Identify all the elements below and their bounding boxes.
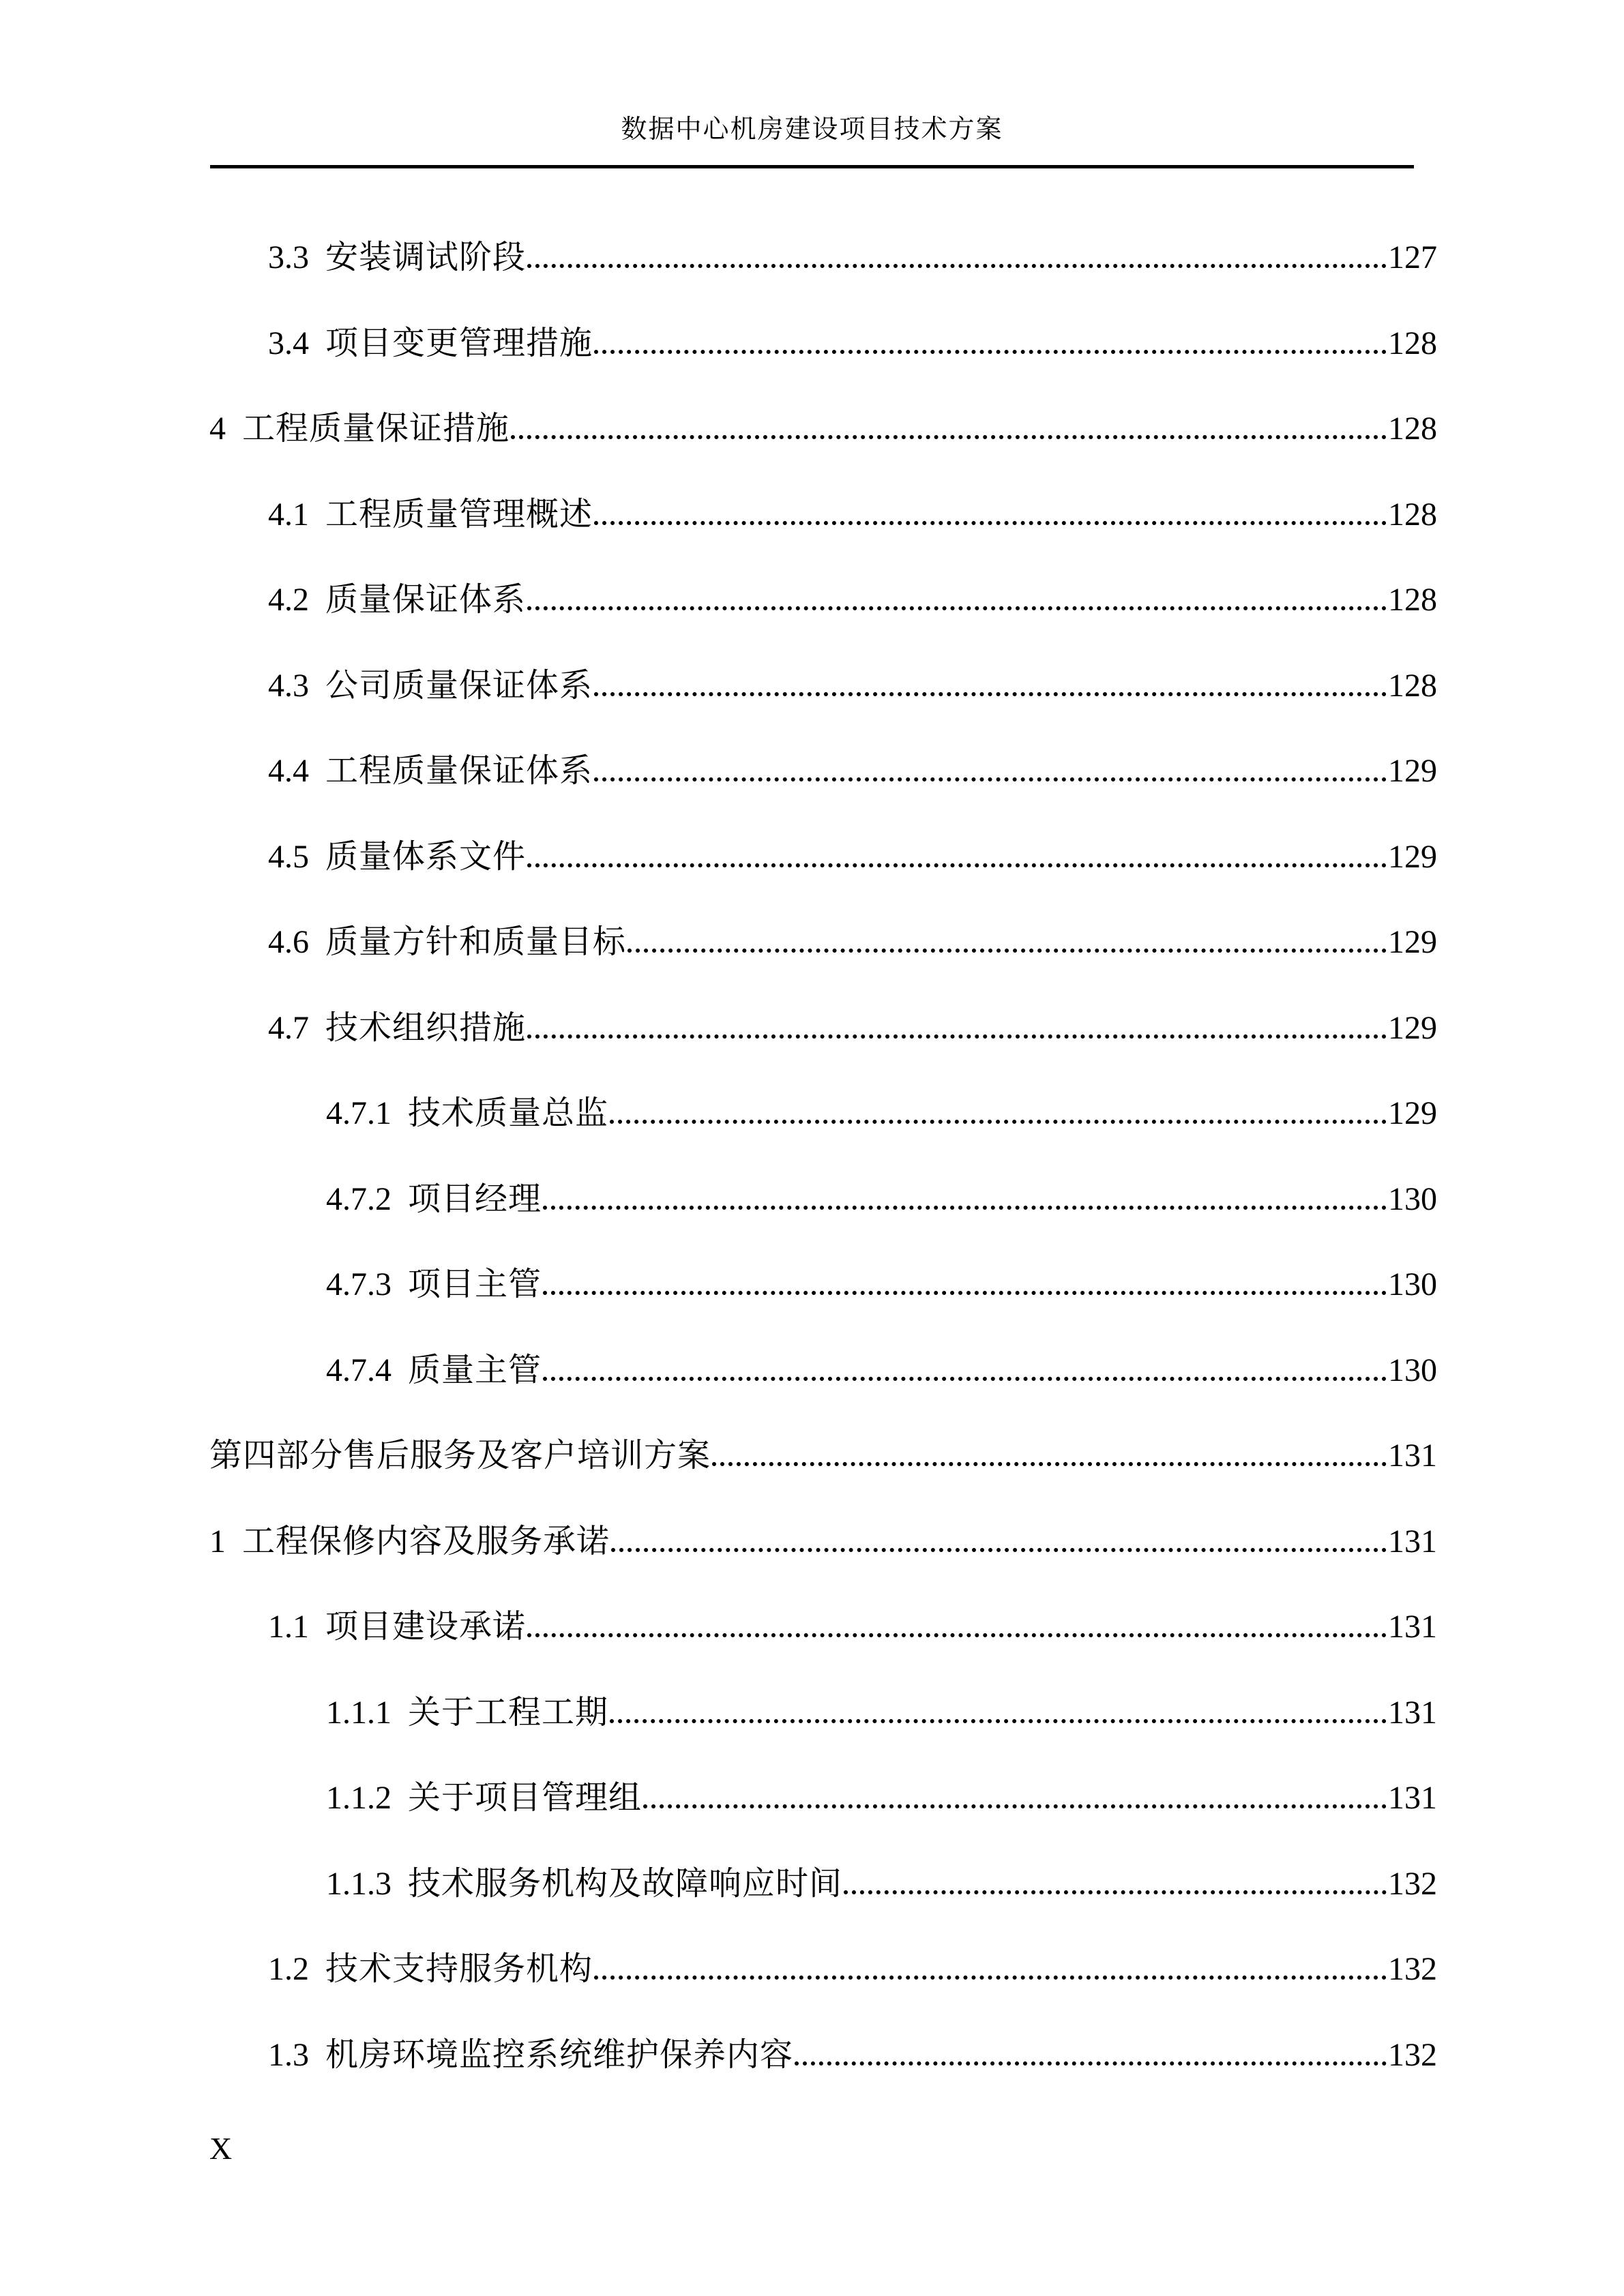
toc-entry[interactable] (209, 582, 1437, 668)
toc-leader-dots (844, 1890, 1387, 1894)
toc-entry[interactable] (209, 1780, 1437, 1866)
toc-entry[interactable] (209, 1438, 1437, 1524)
toc-entry-page: 128 (1388, 667, 1437, 704)
toc-entry-number: 4.4 (268, 753, 309, 789)
toc-leader-dots (594, 350, 1387, 354)
page-header-title: 数据中心机房建设项目技术方案 (621, 115, 1003, 144)
toc-entry-page: 128 (1388, 411, 1437, 447)
toc-entry-title: 技术服务机构及故障响应时间 (408, 1865, 843, 1902)
toc-entry-number: 4 (209, 411, 226, 447)
toc-entry-number: 3.4 (268, 325, 309, 361)
toc-entry-number: 1.1.1 (326, 1694, 392, 1731)
header-rule (210, 165, 1414, 168)
toc-entry-number: 4.7 (268, 1009, 309, 1046)
toc-leader-dots (527, 264, 1387, 268)
toc-entry-page: 129 (1388, 753, 1437, 789)
toc (209, 240, 1437, 2123)
toc-leader-dots (543, 1206, 1387, 1210)
toc-entry[interactable] (209, 1011, 1437, 1097)
toc-entry-page: 131 (1388, 1437, 1437, 1474)
toc-entry-number: 1.2 (268, 1951, 309, 1987)
toc-entry-title: 项目变更管理措施 (325, 325, 593, 361)
toc-entry-page: 130 (1388, 1180, 1437, 1217)
toc-entry-page: 128 (1388, 582, 1437, 618)
toc-entry[interactable] (209, 2038, 1437, 2123)
toc-entry[interactable] (209, 411, 1437, 497)
toc-entry-number: 4.7.3 (326, 1266, 392, 1302)
toc-entry-page: 129 (1388, 1009, 1437, 1046)
toc-entry[interactable] (209, 1866, 1437, 1952)
toc-entry-number: 3.3 (268, 239, 309, 275)
toc-leader-dots (527, 1633, 1387, 1637)
toc-entry-number: 4.2 (268, 582, 309, 618)
toc-entry-number: 1.1.2 (326, 1780, 392, 1816)
toc-entry[interactable] (209, 240, 1437, 326)
toc-leader-dots (543, 1291, 1387, 1295)
toc-entry-title: 工程保修内容及服务承诺 (242, 1523, 610, 1560)
toc-leader-dots (643, 1804, 1387, 1808)
toc-entry[interactable] (209, 839, 1437, 925)
toc-leader-dots (594, 777, 1387, 781)
toc-leader-dots (594, 1976, 1387, 1980)
toc-entry-title: 关于工程工期 (408, 1694, 609, 1731)
toc-leader-dots (611, 1548, 1387, 1552)
toc-entry-title: 公司质量保证体系 (325, 667, 593, 704)
toc-entry-title: 安装调试阶段 (325, 239, 527, 275)
footer-page-number: X (209, 2131, 233, 2166)
toc-entry[interactable] (209, 1353, 1437, 1439)
toc-entry-title: 机房环境监控系统维护保养内容 (325, 2036, 794, 2073)
toc-entry-title: 关于项目管理组 (408, 1780, 643, 1816)
toc-entry[interactable] (209, 1952, 1437, 2038)
toc-entry-page: 131 (1388, 1780, 1437, 1816)
toc-entry-page: 130 (1388, 1352, 1437, 1388)
toc-entry-page: 131 (1388, 1609, 1437, 1645)
toc-leader-dots (527, 606, 1387, 610)
toc-entry-number: 4.1 (268, 496, 309, 533)
toc-entry-number: 1 (209, 1523, 226, 1560)
toc-leader-dots (527, 863, 1387, 867)
toc-entry[interactable] (209, 668, 1437, 754)
toc-entry-page: 131 (1388, 1523, 1437, 1560)
toc-leader-dots (594, 521, 1387, 525)
toc-entry-number: 4.6 (268, 924, 309, 960)
toc-entry-title: 质量方针和质量目标 (325, 924, 627, 960)
toc-entry-title: 质量主管 (408, 1352, 542, 1388)
toc-entry-title: 技术支持服务机构 (325, 1951, 593, 1987)
toc-entry-title: 质量保证体系 (325, 582, 527, 618)
toc-entry-page: 130 (1388, 1266, 1437, 1302)
toc-entry-title: 工程质量保证措施 (242, 411, 510, 447)
toc-entry-page: 131 (1388, 1694, 1437, 1731)
toc-entry[interactable] (209, 1695, 1437, 1781)
toc-entry[interactable] (209, 1609, 1437, 1695)
toc-leader-dots (594, 692, 1387, 696)
toc-entry-title: 技术组织措施 (325, 1009, 527, 1046)
toc-entry-number: 4.7.2 (326, 1180, 392, 1217)
toc-leader-dots (543, 1377, 1387, 1381)
toc-entry-title: 工程质量管理概述 (325, 496, 593, 533)
toc-entry-page: 129 (1388, 1095, 1437, 1131)
toc-entry-page: 132 (1388, 1951, 1437, 1987)
toc-entry-number: 1.1.3 (326, 1865, 392, 1902)
toc-entry[interactable] (209, 754, 1437, 839)
toc-entry-title: 第四部分售后服务及客户培训方案 (209, 1437, 711, 1474)
toc-leader-dots (610, 1120, 1387, 1124)
toc-entry-number: 4.3 (268, 667, 309, 704)
toc-entry[interactable] (209, 1267, 1437, 1353)
toc-entry-page: 132 (1388, 2036, 1437, 2073)
toc-leader-dots (610, 1719, 1387, 1723)
toc-entry-number: 4.7.1 (326, 1095, 392, 1131)
toc-entry-number: 1.1 (268, 1609, 309, 1645)
toc-entry-title: 工程质量保证体系 (325, 753, 593, 789)
toc-entry-title: 项目经理 (408, 1180, 542, 1217)
toc-entry[interactable] (209, 326, 1437, 412)
toc-leader-dots (628, 949, 1387, 953)
toc-leader-dots (511, 435, 1387, 439)
toc-entry[interactable] (209, 497, 1437, 583)
toc-entry-page: 129 (1388, 838, 1437, 875)
toc-entry-page: 128 (1388, 496, 1437, 533)
toc-entry[interactable] (209, 1524, 1437, 1610)
toc-entry-number: 1.3 (268, 2036, 309, 2073)
toc-entry-number: 4.5 (268, 838, 309, 875)
toc-entry-page: 127 (1388, 239, 1437, 275)
toc-entry-page: 128 (1388, 325, 1437, 361)
toc-entry[interactable] (209, 925, 1437, 1011)
toc-entry-number: 4.7.4 (326, 1352, 392, 1388)
toc-leader-dots (712, 1462, 1387, 1466)
toc-entry[interactable] (209, 1096, 1437, 1182)
toc-entry-title: 技术质量总监 (408, 1095, 609, 1131)
toc-entry-page: 129 (1388, 924, 1437, 960)
toc-entry-title: 项目主管 (408, 1266, 542, 1302)
toc-entry-title: 项目建设承诺 (325, 1609, 527, 1645)
toc-entry-page: 132 (1388, 1865, 1437, 1902)
toc-leader-dots (527, 1034, 1387, 1039)
toc-leader-dots (795, 2061, 1387, 2066)
toc-entry[interactable] (209, 1182, 1437, 1268)
toc-entry-title: 质量体系文件 (325, 838, 527, 875)
